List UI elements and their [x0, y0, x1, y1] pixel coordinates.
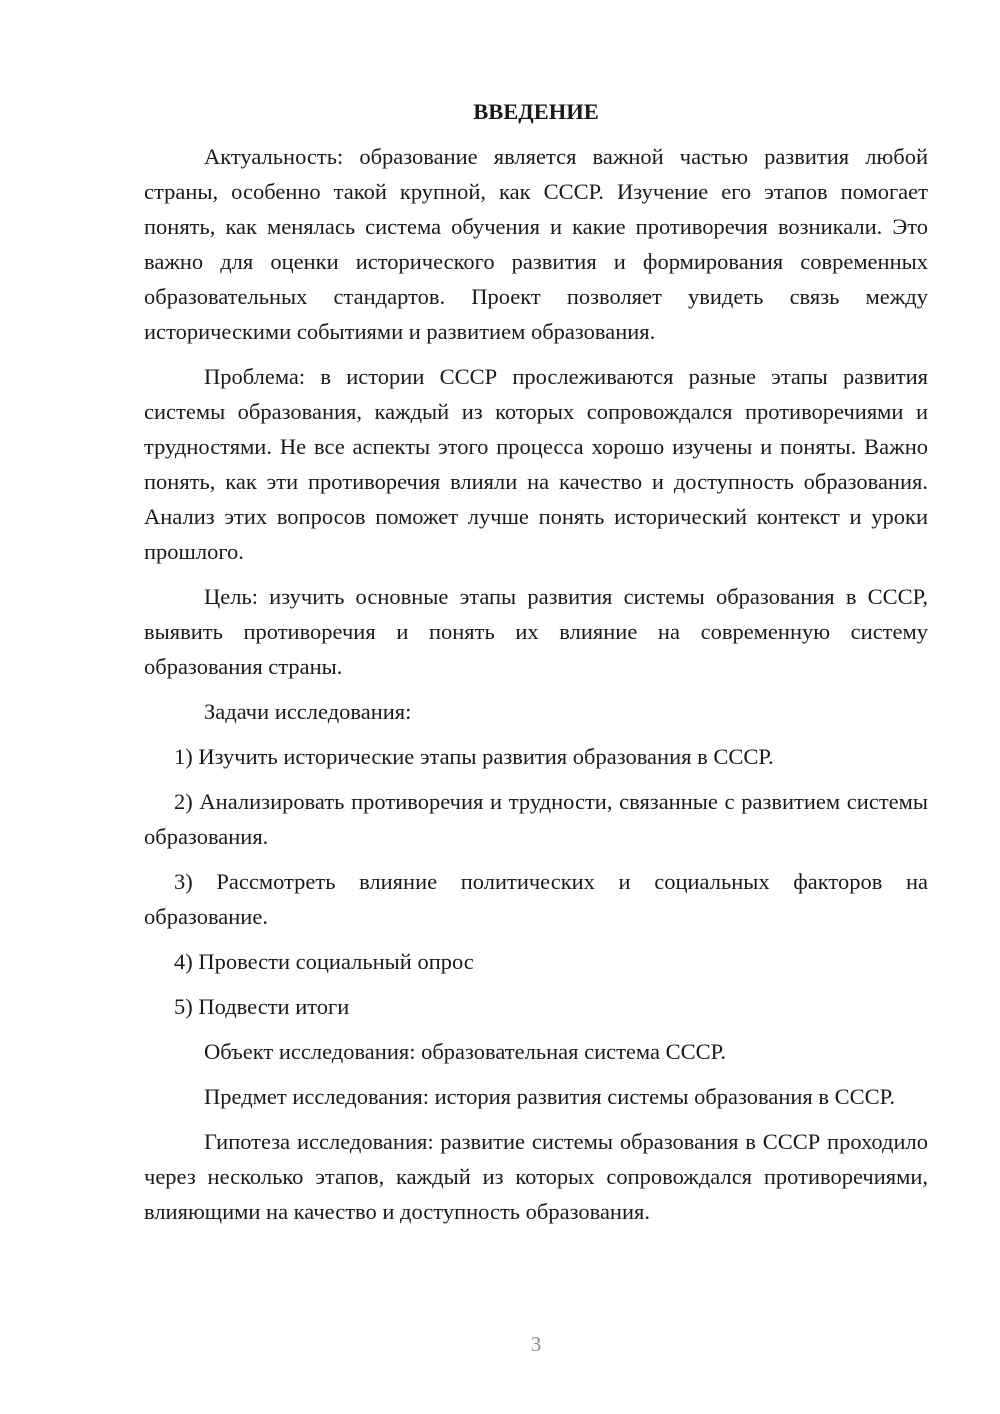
paragraph-goal: Цель: изучить основные этапы развития системы образования в СССР, выявить противоречия и понять их влияние на современную систему образования страны.: [144, 584, 928, 679]
task-item-5: 5) Подвести итоги: [174, 994, 350, 1019]
paragraph-hypothesis: Гипотеза исследования: развитие системы образования в СССР проходило через несколько этапов, каждый из которых сопровождался противоречиями, влияющими на качество и доступность образования.: [144, 1129, 928, 1224]
tasks-title: Задачи исследования:: [204, 699, 412, 724]
task-item-1: 1) Изучить исторические этапы развития образования в СССР.: [174, 744, 774, 769]
task-item-2: 2) Анализировать противоречия и трудности, связанные с развитием системы образования.: [144, 789, 928, 849]
page-content: [144, 94, 928, 1239]
task-item-3: 3) Рассмотреть влияние политических и социальных факторов на образование.: [144, 869, 928, 929]
section-heading: ВВЕДЕНИЕ: [473, 99, 599, 124]
paragraph-relevance: Актуальность: образование является важной частью развития любой страны, особенно такой крупной, как СССР. Изучение его этапов помогает понять, как менялась система обучения и какие противоречия возникали. Это важно для оценки исторического развития и формирования современных образовательных стандартов. Проект позволяет увидеть связь между историческими событиями и развитием образования.: [144, 144, 928, 344]
paragraph-object: Объект исследования: образовательная система СССР.: [204, 1039, 726, 1064]
task-item-4: 4) Провести социальный опрос: [174, 949, 474, 974]
paragraph-subject: Предмет исследования: история развития системы образования в СССР.: [204, 1084, 896, 1109]
paragraph-problem: Проблема: в истории СССР прослеживаются разные этапы развития системы образования, каждый из которых сопровождался противоречиями и трудностями. Не все аспекты этого процесса хорошо изучены и поняты. Важно понять, как эти противоречия влияли на качество и доступность образования. Анализ этих вопросов поможет лучше понять исторический контекст и уроки прошлого.: [144, 364, 928, 564]
page-number: 3: [530, 1332, 542, 1356]
